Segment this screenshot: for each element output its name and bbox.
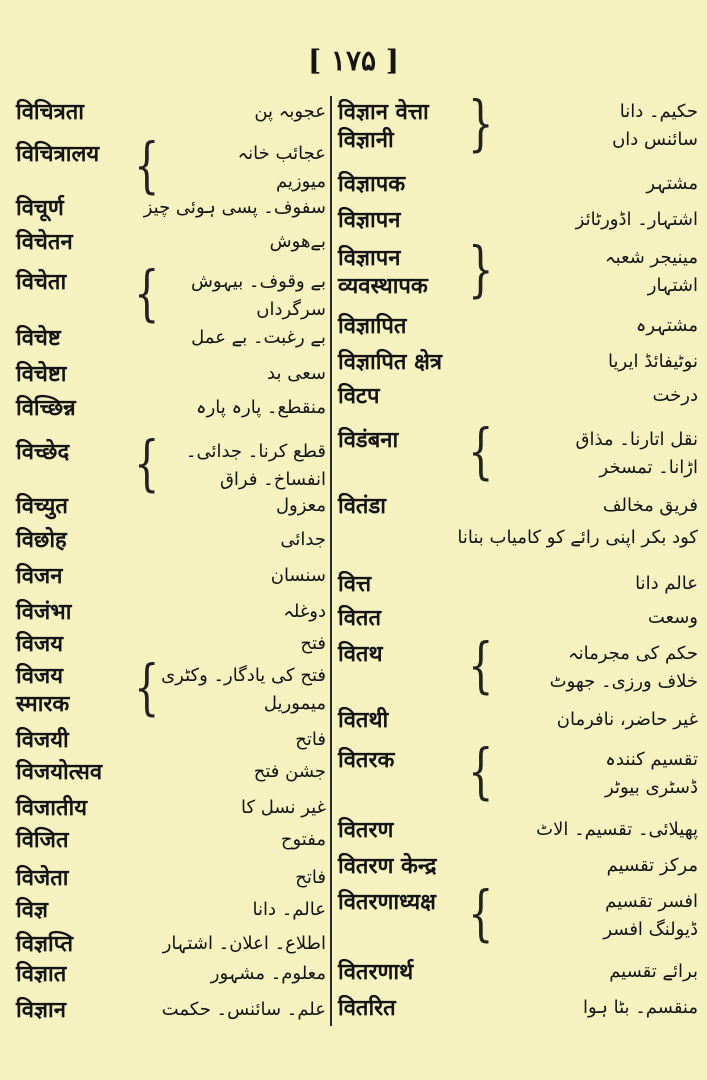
headword-line: वितरणार्थ bbox=[338, 959, 414, 985]
brace-mark: { bbox=[134, 131, 160, 201]
meaning-line: مشتہرہ bbox=[635, 315, 698, 336]
headword bbox=[16, 826, 69, 854]
meaning-line: اطلاع۔ اعلان۔ اشتہار bbox=[162, 933, 326, 954]
headword-line: विचूर्ण bbox=[16, 195, 64, 221]
column-divider bbox=[330, 96, 332, 1026]
urdu-meaning bbox=[162, 996, 326, 1024]
urdu-meaning bbox=[576, 426, 698, 482]
urdu-meaning bbox=[652, 382, 698, 410]
meaning-line: معلوم۔ مشہور bbox=[210, 963, 326, 984]
headword bbox=[16, 194, 64, 222]
meaning-line: فاتح bbox=[295, 867, 326, 888]
headword bbox=[338, 852, 436, 880]
meaning-line: سائنس داں bbox=[612, 129, 698, 150]
brace-mark: } bbox=[468, 89, 494, 159]
urdu-meaning bbox=[295, 726, 326, 754]
headword-line: विज्ञान वेत्ता bbox=[338, 99, 429, 125]
headword bbox=[16, 228, 73, 256]
meaning-line: سعی بد bbox=[267, 363, 326, 384]
urdu-meaning bbox=[270, 228, 326, 256]
headword bbox=[16, 864, 69, 892]
meaning-line: بے رغبت۔ بے عمل bbox=[191, 327, 326, 348]
brace-mark: { bbox=[468, 631, 494, 701]
meaning-line: حکیم۔ دانا bbox=[619, 101, 698, 122]
meaning-line: جشن فتح bbox=[253, 761, 326, 782]
headword-line: वितरण केन्द्र bbox=[338, 853, 437, 879]
headword-line: विचेष्टा bbox=[16, 361, 67, 387]
headword-line: विज्ञापक bbox=[338, 171, 406, 197]
meaning-line: فریق مخالف bbox=[602, 495, 698, 516]
headword bbox=[16, 438, 69, 466]
headword bbox=[16, 394, 76, 422]
urdu-meaning bbox=[254, 98, 326, 126]
headword bbox=[16, 324, 61, 352]
headword-line: विच्छिन्न bbox=[16, 395, 76, 421]
brace-mark: { bbox=[134, 259, 160, 329]
headword-line: विज्ञापित bbox=[338, 313, 407, 339]
headword-line: विज्ञान bbox=[16, 997, 66, 1023]
urdu-meaning bbox=[648, 604, 698, 632]
brace-mark: { bbox=[468, 737, 494, 807]
headword-line: विज्ञापन bbox=[338, 207, 401, 233]
headword-line: विचेतन bbox=[16, 229, 73, 255]
headword-line: वितंडा bbox=[338, 493, 386, 519]
headword bbox=[338, 640, 383, 668]
meaning-line: برائے تقسیم bbox=[609, 961, 698, 982]
headword bbox=[16, 758, 102, 786]
headword-line: विज्ञानी bbox=[338, 127, 394, 153]
headword bbox=[338, 958, 413, 986]
headword bbox=[338, 746, 394, 774]
headword-line: व्यवस्थापक bbox=[338, 273, 428, 299]
headword bbox=[338, 244, 428, 300]
headword-line: विचित्रता bbox=[16, 99, 84, 125]
headword bbox=[16, 930, 73, 958]
urdu-meaning bbox=[281, 826, 326, 854]
headword-line: विडंबना bbox=[338, 427, 399, 453]
urdu-meaning bbox=[608, 348, 698, 376]
meaning-line: مفتوح bbox=[280, 829, 326, 850]
headword bbox=[16, 268, 66, 296]
urdu-meaning bbox=[605, 746, 698, 802]
headword bbox=[16, 662, 69, 718]
headword bbox=[16, 598, 71, 626]
meaning-line: فاتح bbox=[295, 729, 326, 750]
headword-line: विचेष्ट bbox=[16, 325, 61, 351]
meaning-line: اشتہار bbox=[647, 275, 698, 296]
urdu-meaning bbox=[605, 244, 698, 300]
meaning-line: تقسیم کنندہ bbox=[605, 749, 698, 770]
urdu-meaning bbox=[241, 794, 326, 822]
meaning-line: اڑانا۔ تمسخر bbox=[599, 457, 698, 478]
headword bbox=[16, 562, 62, 590]
meaning-line: بےھوش bbox=[269, 231, 326, 252]
meaning-line: جدائی bbox=[280, 529, 326, 550]
meaning-line: دوغلہ bbox=[283, 601, 326, 622]
meaning-line: میموریل bbox=[263, 693, 326, 714]
meaning-line: مشتہر bbox=[646, 173, 698, 194]
meaning-line: فتح کی یادگار۔ وکٹری bbox=[161, 665, 326, 686]
meaning-line: ڈیولنگ افسر bbox=[603, 919, 698, 940]
headword-line: विचेता bbox=[16, 269, 67, 295]
headword bbox=[338, 570, 371, 598]
headword bbox=[338, 492, 386, 520]
headword bbox=[338, 604, 381, 632]
urdu-meaning bbox=[254, 758, 326, 786]
headword bbox=[338, 706, 388, 734]
headword-line: वितथी bbox=[338, 707, 389, 733]
meaning-line: عجائب خانہ bbox=[237, 143, 326, 164]
brace-mark: { bbox=[134, 653, 160, 723]
headword bbox=[16, 996, 66, 1024]
urdu-meaning bbox=[267, 360, 326, 388]
headword-line: विजातीय bbox=[16, 795, 87, 821]
headword-line: विज्ञापित क्षेत्र bbox=[338, 349, 443, 375]
brace-mark: { bbox=[468, 417, 494, 487]
headword-line: वितरणाध्यक्ष bbox=[338, 889, 436, 915]
headword bbox=[338, 170, 405, 198]
urdu-meaning bbox=[283, 598, 326, 626]
headword-line: वितरक bbox=[338, 747, 395, 773]
headword-line: वितरण bbox=[338, 817, 394, 843]
urdu-meaning bbox=[161, 662, 326, 718]
headword bbox=[338, 348, 442, 376]
headword-line: विच्युत bbox=[16, 493, 68, 519]
meaning-line: سنسان bbox=[270, 565, 326, 586]
headword bbox=[16, 360, 66, 388]
urdu-meaning bbox=[635, 570, 698, 598]
meaning-line: علم۔ سائنس۔ حکمت bbox=[161, 999, 326, 1020]
page-number: [ ۱۷۵ ] bbox=[307, 44, 400, 77]
headword bbox=[16, 98, 84, 126]
headword-line: वितरित bbox=[338, 995, 396, 1021]
urdu-meaning bbox=[536, 816, 698, 844]
urdu-meaning bbox=[238, 140, 326, 196]
headword-line: वितत bbox=[338, 605, 382, 631]
urdu-meaning bbox=[271, 562, 326, 590]
headword-line: स्मारक bbox=[16, 691, 70, 717]
meaning-line: سرگرداں bbox=[256, 299, 326, 320]
meaning-line: سفوف۔ پسی ہوئی چیز bbox=[143, 197, 326, 218]
headword-line: विज्ञात bbox=[16, 961, 67, 987]
meaning-line: غیر حاضر، نافرمان bbox=[556, 709, 698, 730]
urdu-meaning bbox=[550, 640, 698, 696]
headword-line: विजंभा bbox=[16, 599, 72, 625]
headword bbox=[16, 896, 48, 924]
meaning-line: عالم دانا bbox=[635, 573, 698, 594]
urdu-meaning bbox=[457, 524, 698, 552]
headword-line: विजन bbox=[16, 563, 63, 589]
headword bbox=[338, 312, 406, 340]
urdu-meaning bbox=[191, 324, 326, 352]
headword-line: विचित्रालय bbox=[16, 141, 100, 167]
meaning-line: عجوبہ پن bbox=[254, 101, 326, 122]
meaning-line: نوٹیفائڈ ایریا bbox=[608, 351, 698, 372]
headword bbox=[16, 526, 67, 554]
meaning-line: بے وقوف۔ بیہوش bbox=[190, 271, 326, 292]
headword-line: विछोह bbox=[16, 527, 67, 553]
headword bbox=[16, 140, 99, 168]
brace-mark: } bbox=[468, 235, 494, 305]
meaning-line: انفساخ۔ فراق bbox=[219, 469, 326, 490]
headword bbox=[338, 98, 429, 154]
urdu-meaning bbox=[557, 706, 698, 734]
headword bbox=[338, 426, 398, 454]
urdu-meaning bbox=[646, 170, 698, 198]
headword bbox=[338, 816, 393, 844]
headword bbox=[338, 888, 436, 916]
headword bbox=[338, 382, 380, 410]
meaning-line: پھیلائی۔ تقسیم۔ الاٹ bbox=[536, 819, 698, 840]
headword-line: विज्ञापन bbox=[338, 245, 401, 271]
urdu-meaning bbox=[144, 194, 326, 222]
urdu-meaning bbox=[186, 438, 326, 494]
headword bbox=[16, 630, 63, 658]
headword bbox=[338, 206, 400, 234]
meaning-line: میوزیم bbox=[275, 171, 326, 192]
headword bbox=[16, 794, 87, 822]
meaning-line: منقسم۔ بٹا ہوا bbox=[583, 997, 698, 1018]
urdu-meaning bbox=[295, 864, 326, 892]
urdu-meaning bbox=[603, 888, 698, 944]
urdu-meaning bbox=[280, 526, 326, 554]
urdu-meaning bbox=[607, 852, 698, 880]
meaning-line: ڈسٹری بیوٹر bbox=[605, 777, 698, 798]
headword bbox=[16, 960, 66, 988]
urdu-meaning bbox=[211, 960, 326, 988]
meaning-line: درخت bbox=[652, 385, 698, 406]
headword-line: विच्छेद bbox=[16, 439, 70, 465]
meaning-line: غیر نسل کا bbox=[241, 797, 326, 818]
meaning-line: وسعت bbox=[647, 607, 698, 628]
meaning-line: مینیجر شعبہ bbox=[605, 247, 698, 268]
meaning-line: مرکز تقسیم bbox=[606, 855, 698, 876]
meaning-line: فتح bbox=[300, 633, 326, 654]
meaning-line: معزول bbox=[275, 495, 326, 516]
urdu-meaning bbox=[636, 312, 698, 340]
urdu-meaning bbox=[253, 896, 326, 924]
headword bbox=[338, 994, 396, 1022]
meaning-line: حکم کی مجرمانہ bbox=[568, 643, 698, 664]
headword-line: वित्त bbox=[338, 571, 372, 597]
urdu-meaning bbox=[191, 268, 326, 324]
urdu-meaning bbox=[276, 492, 326, 520]
meaning-line: افسر تقسیم bbox=[605, 891, 698, 912]
urdu-meaning bbox=[300, 630, 326, 658]
headword-line: विजय bbox=[16, 663, 64, 689]
headword-line: विज्ञ bbox=[16, 897, 49, 923]
headword-line: विजेता bbox=[16, 865, 69, 891]
urdu-meaning bbox=[609, 958, 698, 986]
urdu-meaning bbox=[196, 394, 326, 422]
headword-line: वितथ bbox=[338, 641, 383, 667]
headword-line: विजयी bbox=[16, 727, 69, 753]
meaning-line: کود بکر اپنی رائے کو کامیاب بنانا bbox=[457, 527, 698, 548]
meaning-line: قطع کرنا۔ جدائی۔ bbox=[185, 441, 326, 462]
meaning-line: عالم۔ دانا bbox=[252, 899, 326, 920]
headword-line: विटप bbox=[338, 383, 380, 409]
urdu-meaning bbox=[163, 930, 326, 958]
meaning-line: منقطع۔ پارہ پارہ bbox=[196, 397, 326, 418]
headword-line: विजय bbox=[16, 631, 64, 657]
brace-mark: { bbox=[134, 429, 160, 499]
headword-line: विजित bbox=[16, 827, 69, 853]
headword bbox=[16, 726, 69, 754]
meaning-line: خلاف ورزی۔ جھوٹ bbox=[549, 671, 698, 692]
urdu-meaning bbox=[576, 206, 698, 234]
meaning-line: اشتہار۔ اڈورٹائز bbox=[575, 209, 698, 230]
headword bbox=[16, 492, 68, 520]
brace-mark: { bbox=[468, 879, 494, 949]
meaning-line: نقل اتارنا۔ مذاق bbox=[575, 429, 698, 450]
urdu-meaning bbox=[603, 492, 698, 520]
headword-line: विज्ञप्ति bbox=[16, 931, 74, 957]
urdu-meaning bbox=[612, 98, 698, 154]
urdu-meaning bbox=[583, 994, 698, 1022]
headword-line: विजयोत्सव bbox=[16, 759, 103, 785]
